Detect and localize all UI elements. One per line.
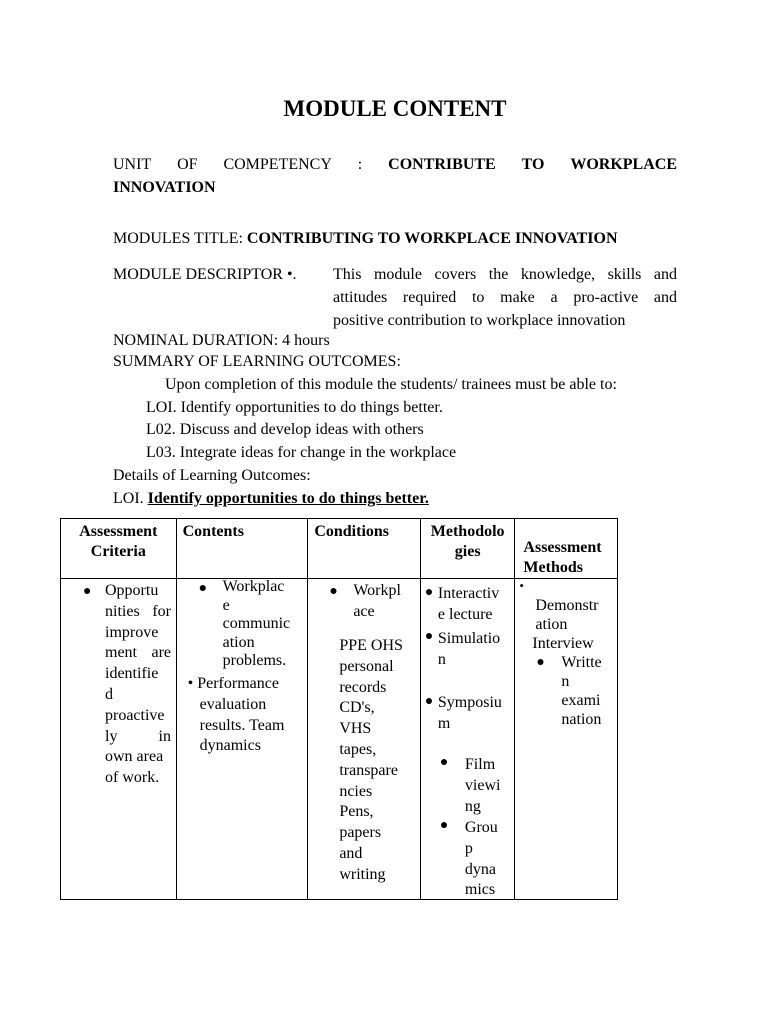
cell-assessment-methods: [515, 579, 618, 900]
learning-outcome: L03. Integrate ideas for change in the workplace: [146, 444, 457, 461]
bullet-icon: ●: [536, 655, 545, 670]
descriptor-line: positive contribution to workplace innovation: [333, 312, 626, 329]
summary-intro: Upon completion of this module the students/ trainees must be able to:: [165, 376, 617, 393]
contents-item-performance: • Performance evaluation results. Team dynamics: [187, 675, 285, 755]
details-label: Details of Learning Outcomes:: [113, 467, 311, 484]
duration-value: 4 hours: [282, 332, 330, 349]
modules-title-value: CONTRIBUTING TO WORKPLACE INNOVATION: [246, 230, 618, 247]
bullet-icon: ●: [424, 629, 434, 644]
cell-assessment-criteria: [61, 579, 177, 900]
modules-title-line: [113, 229, 618, 249]
method-item: Interactiv e lecture: [437, 585, 500, 623]
contents-item-workplace: Workplac e communic ation problems.: [222, 578, 291, 670]
duration-label: NOMINAL DURATION:: [113, 332, 279, 349]
modules-title-label: MODULES TITLE:: [113, 230, 243, 247]
details-lo-prefix: LOI.: [113, 490, 144, 507]
unit-value-word: WORKPLACE: [570, 156, 677, 173]
unit-label-word: UNIT: [113, 156, 152, 173]
bullet-icon: ●: [439, 755, 449, 770]
learning-outcome: L02. Discuss and develop ideas with others: [146, 421, 424, 438]
unit-value-word: CONTRIBUTE: [388, 156, 496, 173]
header-assessment-methods: Assessment Methods: [515, 519, 618, 579]
method-item: Symposiu m: [437, 694, 502, 732]
unit-label-word: COMPETENCY: [223, 156, 332, 173]
unit-label-word: OF: [177, 156, 198, 173]
bullet-icon: ●: [424, 694, 434, 709]
unit-value-line2: INNOVATION: [113, 179, 216, 196]
header-contents: Contents: [176, 519, 308, 579]
details-lo-line: [113, 489, 429, 509]
bullet-icon: ●: [424, 585, 434, 600]
method-item: Film viewi ng: [464, 756, 501, 815]
bullet-icon: ●: [439, 818, 449, 833]
assessment-sub-item: Writte n exami nation: [561, 654, 602, 728]
header-assessment-criteria: Assessment Criteria: [61, 519, 177, 579]
learning-outcome: LOI. Identify opportunities to do things better.: [146, 399, 443, 416]
descriptor-line: attitudes required to make a pro-active and: [333, 289, 677, 306]
assessment-text: Demonstr ation Interview: [532, 597, 599, 652]
nominal-duration-line: [113, 331, 330, 351]
conditions-text: PPE OHS personal records CD's, VHS tapes, transpare ncies Pens, papers and writing: [339, 637, 403, 883]
page-title: MODULE CONTENT: [283, 96, 507, 121]
details-lo-title: Identify opportunities to do things better.: [147, 490, 429, 507]
unit-of-competency-line: [113, 155, 677, 175]
method-item: Simulatio n: [437, 630, 501, 668]
bullet-icon: ●: [83, 584, 92, 599]
cell-contents: [176, 579, 308, 900]
unit-label-word: :: [357, 156, 363, 173]
module-descriptor-text: [333, 263, 677, 332]
bullet-icon: ●: [329, 584, 338, 599]
conditions-item-workplace: Workpl ace: [353, 582, 401, 620]
module-descriptor-label: MODULE DESCRIPTOR •.: [113, 266, 297, 283]
header-methodologies: Methodolo gies: [420, 519, 515, 579]
cell-methodologies: [420, 579, 515, 900]
criteria-text: Opportu nities for improve ment are identifie d proactive ly in own area of work.: [105, 582, 171, 787]
bullet-icon: •: [519, 578, 524, 593]
descriptor-line: This module covers the knowledge, skills and: [333, 266, 677, 283]
summary-label: SUMMARY OF LEARNING OUTCOMES:: [113, 353, 401, 370]
learning-outcome-table: [60, 518, 618, 900]
cell-conditions: [308, 579, 421, 900]
unit-value-word: TO: [521, 156, 545, 173]
method-item: Grou p dyna mics: [464, 819, 498, 899]
header-conditions: Conditions: [308, 519, 421, 579]
bullet-icon: ●: [198, 581, 208, 596]
